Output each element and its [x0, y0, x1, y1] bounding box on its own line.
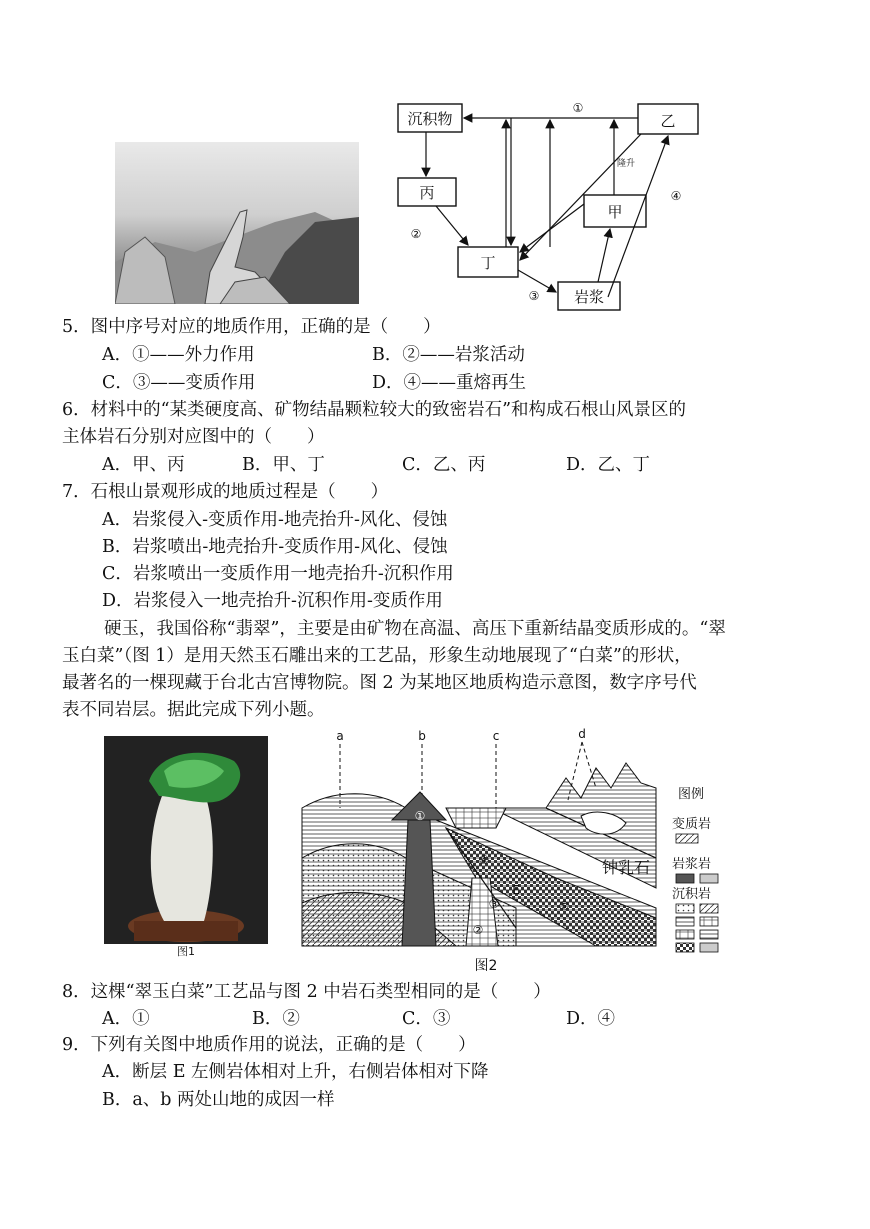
layer-5: ⑤	[558, 899, 570, 913]
q6-stem-line2: 主体岩石分别对应图中的（ ）	[62, 427, 325, 447]
label-d: d	[578, 728, 586, 741]
q7-option-c[interactable]: C．岩浆喷出一变质作用一地壳抬升-沉积作用	[102, 564, 454, 584]
q7-option-b[interactable]: B．岩浆喷出-地壳抬升-变质作用-风化、侵蚀	[102, 537, 448, 557]
label-a: a	[336, 729, 344, 743]
q7-option-d[interactable]: D．岩浆侵入一地壳抬升-沉积作用-变质作用	[102, 591, 443, 611]
q7-stem: 7．石根山景观形成的地质过程是（ ）	[62, 482, 389, 502]
passage-line1: 硬玉，我国俗称“翡翠”，主要是由矿物在高温、高压下重新结晶变质形成的。“翠	[104, 619, 726, 639]
passage-line4: 表不同岩层。据此完成下列小题。	[62, 700, 325, 720]
label-c: c	[492, 729, 500, 743]
q9-option-a[interactable]: A．断层 E 左侧岩体相对上升，右侧岩体相对下降	[102, 1062, 489, 1082]
q9-stem: 9．下列有关图中地质作用的说法，正确的是（ ）	[62, 1035, 476, 1055]
passage-line3: 最著名的一棵现藏于台北古宫博物院。图 2 为某地区地质构造示意图，数字序号代	[62, 673, 697, 693]
q6-option-b[interactable]: B．甲、丁	[242, 455, 325, 475]
legend-sedimentary: 沉积岩	[672, 887, 712, 902]
arrow-bing-ding	[436, 206, 468, 245]
q5-option-a[interactable]: A．①——外力作用	[102, 345, 255, 365]
label-b: b	[418, 729, 426, 743]
passage-line2: 玉白菜”（图 1）是用天然玉石雕出来的工艺品，形象生动地展现了“白菜”的形状，	[62, 646, 692, 666]
q6-option-d[interactable]: D．乙、丁	[566, 455, 651, 475]
q6-option-a[interactable]: A．甲、丙	[102, 455, 185, 475]
rock-cycle-diagram	[386, 92, 716, 314]
fault-e: E	[512, 883, 520, 897]
layer-3: ③	[488, 897, 500, 911]
label-magma: 岩浆	[573, 288, 605, 306]
layer-2: ②	[472, 923, 484, 937]
rock-landscape-photo	[115, 142, 359, 304]
label-sediment: 沉积物	[407, 110, 453, 128]
arrow-label-uplift: 隆升	[616, 159, 636, 169]
geologic-section-diagram	[296, 728, 732, 976]
label-jia: 甲	[607, 203, 623, 221]
legend-metamorphic: 变质岩	[672, 817, 712, 832]
layer-1: ①	[414, 809, 426, 823]
q5-option-c[interactable]: C．③——变质作用	[102, 373, 256, 393]
q8-stem: 8．这棵“翠玉白菜”工艺品与图 2 中岩石类型相同的是（ ）	[62, 982, 551, 1002]
arrow-label-2: ②	[410, 227, 422, 241]
q5-stem: 5．图中序号对应的地质作用，正确的是（ ）	[62, 317, 441, 337]
q8-option-d[interactable]: D．④	[566, 1009, 616, 1029]
q8-option-b[interactable]: B．②	[252, 1009, 300, 1029]
label-ding: 丁	[480, 254, 496, 272]
label-bing: 丙	[419, 184, 435, 202]
q5-option-b[interactable]: B．②——岩浆活动	[372, 345, 525, 365]
q9-option-b[interactable]: B．a、b 两处山地的成因一样	[102, 1090, 335, 1110]
q6-stem-line1: 6．材料中的“某类硬度高、矿物结晶颗粒较大的致密岩石”和构成石根山风景区的	[62, 400, 687, 420]
q7-option-a[interactable]: A．岩浆侵入-变质作用-地壳抬升-风化、侵蚀	[102, 510, 448, 530]
legend-igneous: 岩浆岩	[672, 857, 712, 872]
q8-option-a[interactable]: A．①	[102, 1009, 150, 1029]
fig2-caption: 图2	[474, 958, 498, 974]
arrow-label-3: ③	[528, 289, 540, 303]
legend-title: 图例	[678, 787, 705, 802]
arrow-label-4: ④	[670, 189, 682, 203]
layer-4: ④	[478, 853, 490, 867]
q6-option-c[interactable]: C．乙、丙	[402, 455, 486, 475]
label-yi: 乙	[660, 112, 676, 130]
q8-option-c[interactable]: C．③	[402, 1009, 451, 1029]
jade-cabbage-photo	[104, 736, 268, 958]
stalactite-label: 钟乳石	[601, 858, 651, 877]
q5-option-d[interactable]: D．④——重熔再生	[372, 373, 527, 393]
arrow-jia-ding	[520, 204, 584, 252]
arrow-magma-jia	[598, 229, 610, 282]
fig1-caption: 图1	[177, 945, 195, 958]
arrow-label-1: ①	[572, 101, 584, 115]
